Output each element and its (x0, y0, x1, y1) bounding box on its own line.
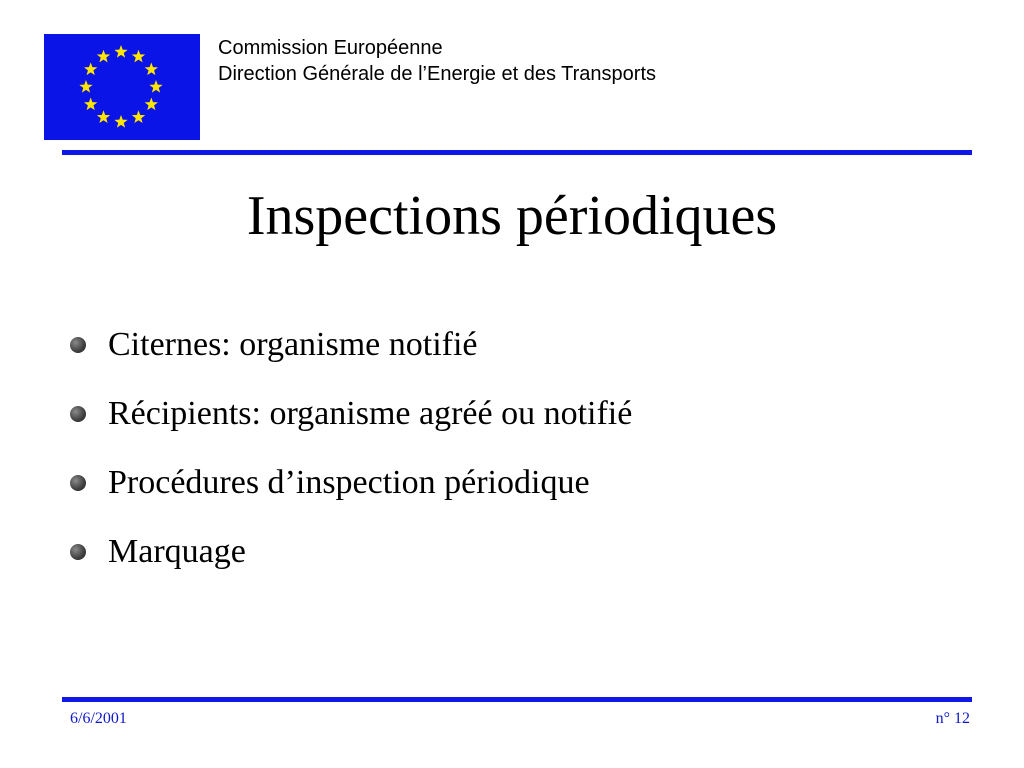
star-icon (132, 110, 145, 123)
bullet-icon (70, 337, 86, 353)
eu-flag (44, 34, 200, 140)
bullet-text: Marquage (108, 533, 246, 570)
star-icon (97, 110, 110, 123)
star-icon (145, 63, 158, 76)
bullet-icon (70, 475, 86, 491)
star-icon (145, 98, 158, 111)
footer-divider (62, 697, 972, 702)
bullet-list (70, 320, 632, 596)
eu-stars-icon (44, 34, 200, 140)
bullet-text: Procédures d’inspection périodique (108, 464, 590, 501)
header-divider (62, 150, 972, 155)
bullet-icon (70, 406, 86, 422)
star-icon (149, 80, 162, 93)
bullet-icon (70, 544, 86, 560)
star-icon (79, 80, 92, 93)
star-icon (84, 98, 97, 111)
bullet-item (70, 458, 632, 527)
slide-title: Inspections périodiques (246, 185, 778, 247)
star-icon (114, 115, 127, 128)
star-icon (97, 50, 110, 63)
bullet-text: Citernes: organisme notifié (108, 326, 478, 363)
bullet-item (70, 320, 632, 389)
bullet-text: Récipients: organisme agréé ou notifié (108, 395, 633, 432)
star-icon (114, 45, 127, 58)
bullet-item (70, 389, 632, 458)
star-icon (132, 50, 145, 63)
footer-date: 6/6/2001 (70, 710, 127, 727)
organization-header (218, 35, 656, 87)
organization-name: Commission Européenne (218, 37, 443, 59)
directorate-name: Direction Générale de l’Energie et des Transports (218, 63, 657, 85)
page-number: n° 12 (935, 710, 970, 727)
star-icon (84, 63, 97, 76)
bullet-item (70, 527, 632, 596)
